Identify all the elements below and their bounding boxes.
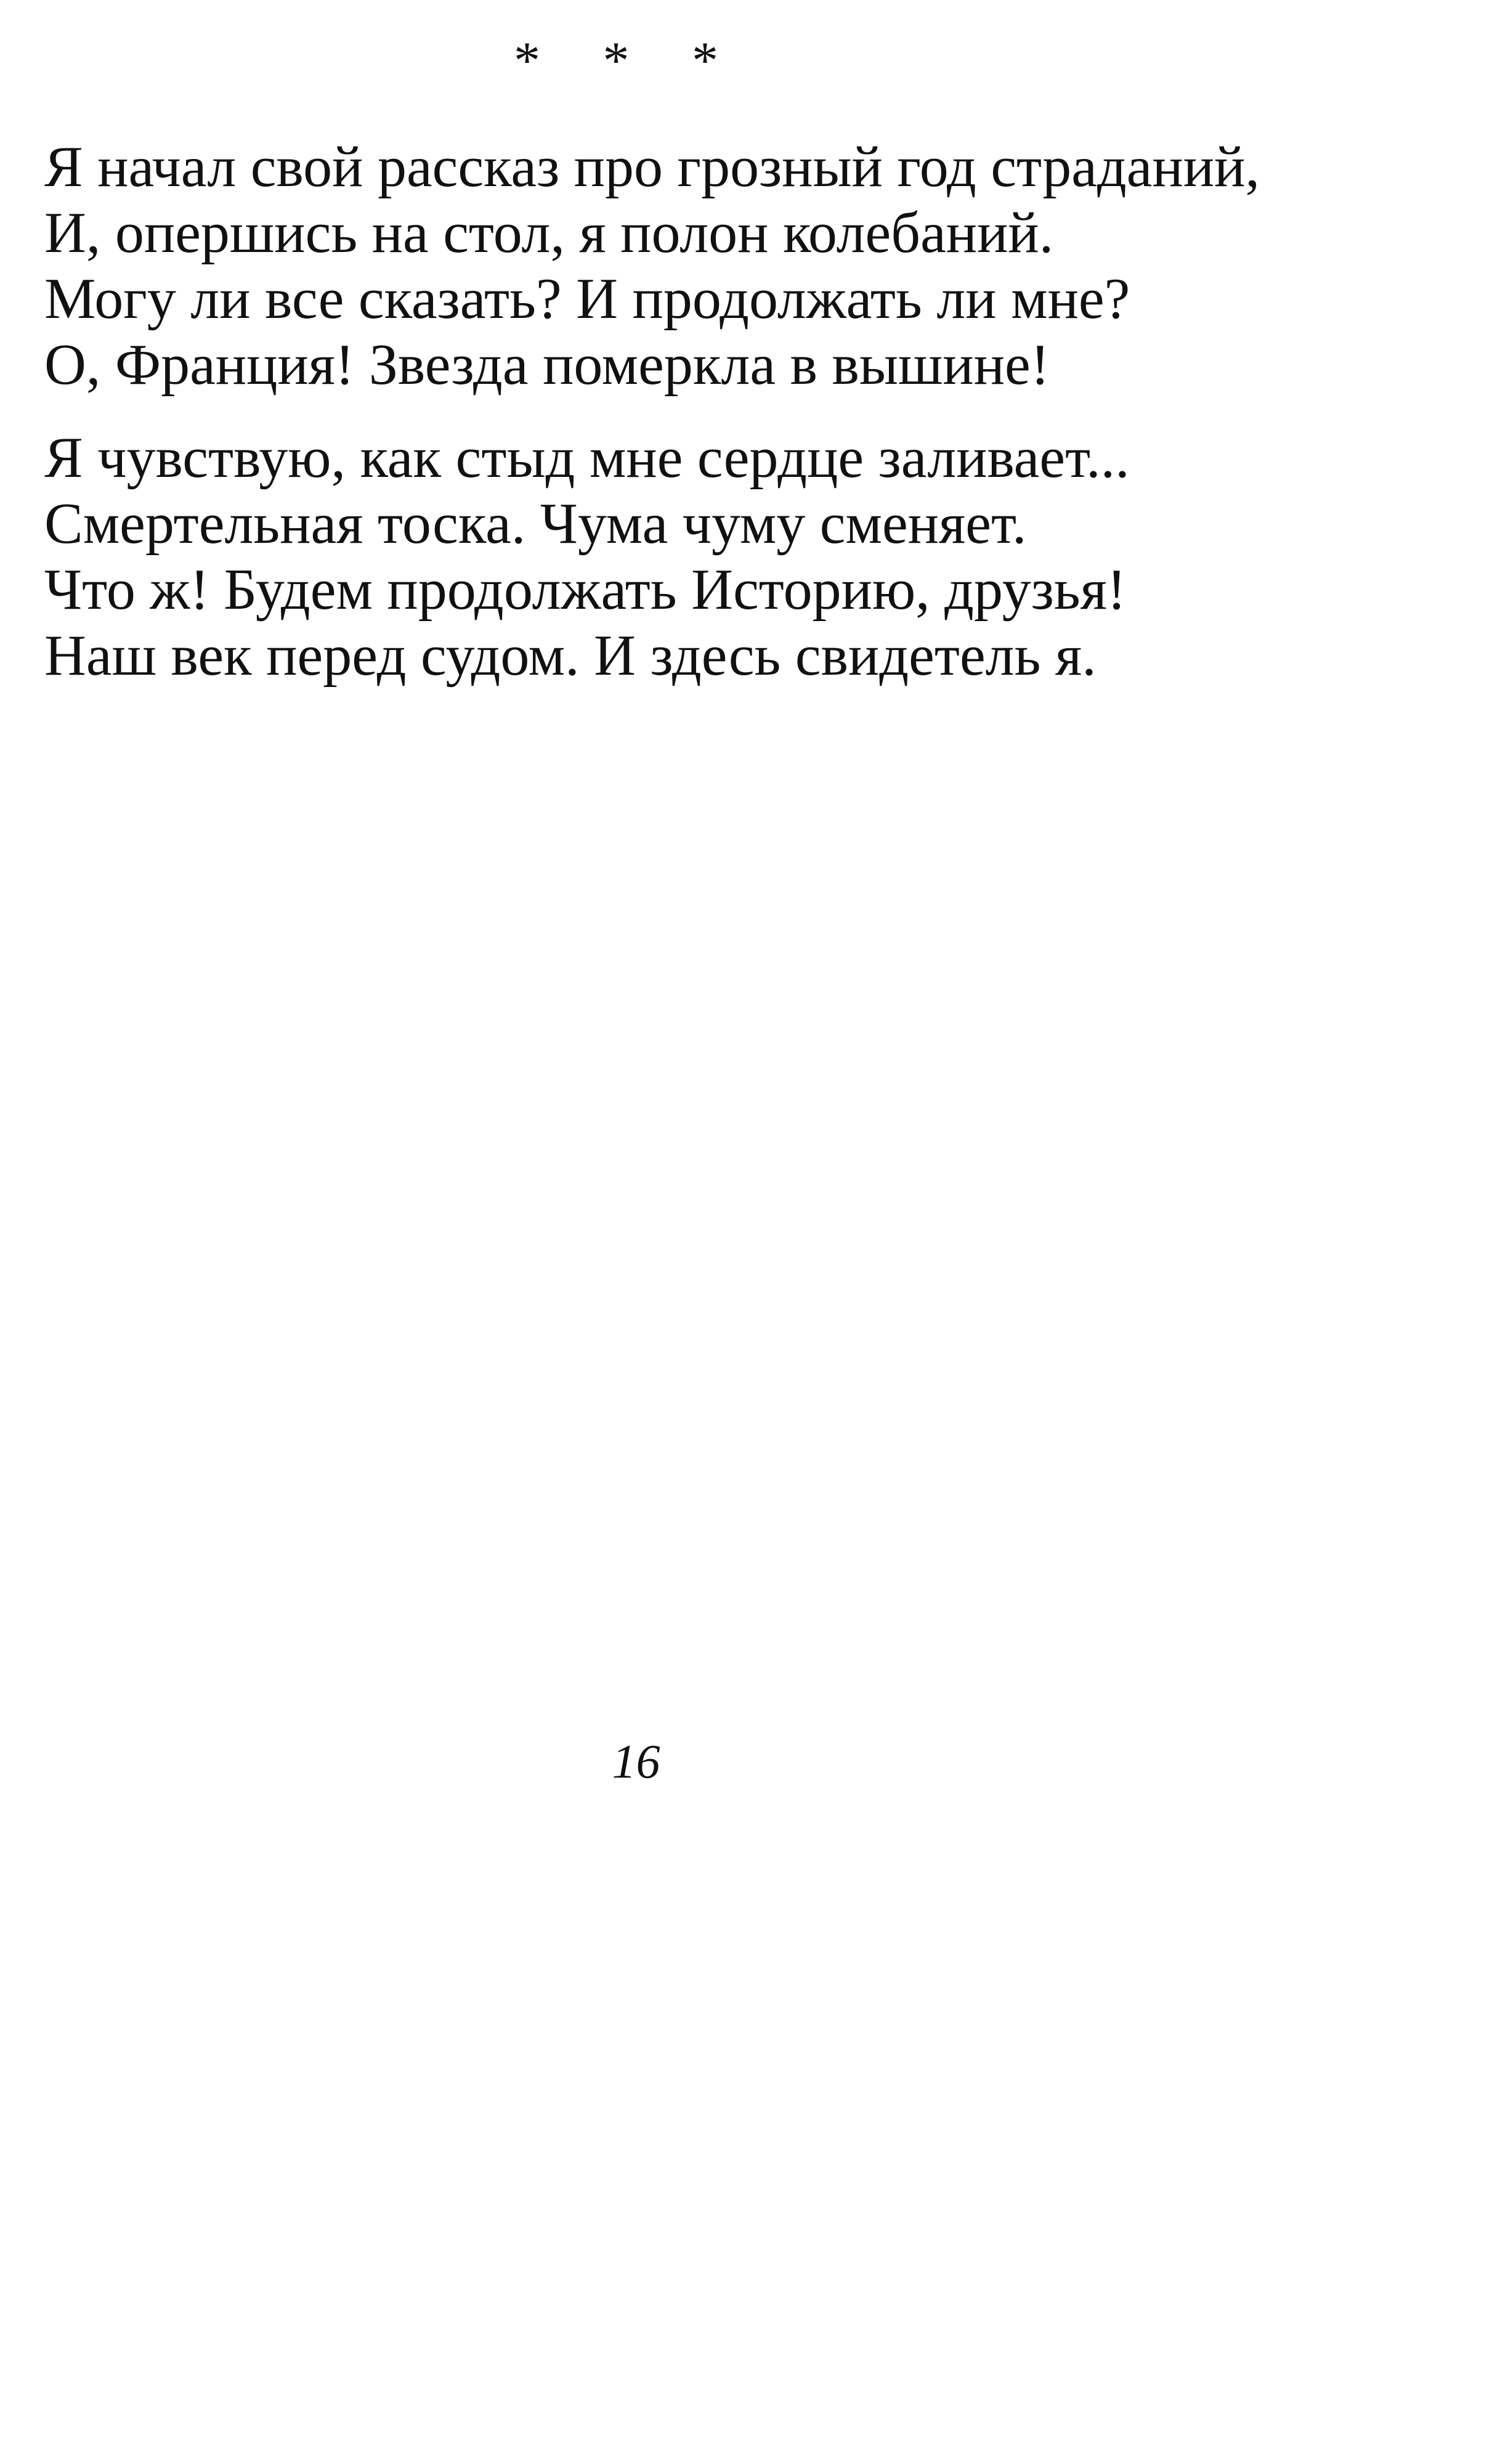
poem-line: Я начал свой рассказ про грозный год страданий, <box>44 135 1260 199</box>
stanza-1 <box>44 134 1260 398</box>
poem-line: Смертельная тоска. Чума чуму сменяет. <box>44 492 1027 556</box>
page-number: 16 <box>612 1734 660 1788</box>
poem-line: Наш век перед судом. И здесь свидетель я. <box>44 624 1097 688</box>
section-separator: * * * <box>514 31 743 90</box>
poem-line: Могу ли все сказать? И продолжать ли мне? <box>44 267 1130 331</box>
poem-line: Я чувствую, как стыд мне сердце заливает... <box>44 426 1130 490</box>
poem-line: О, Франция! Звезда померкла в вышине! <box>44 333 1050 397</box>
poem-line: И, опершись на стол, я полон колебаний. <box>44 201 1054 265</box>
poem-line: Что ж! Будем продолжать Историю, друзья! <box>44 558 1127 622</box>
stanza-2 <box>44 425 1130 689</box>
